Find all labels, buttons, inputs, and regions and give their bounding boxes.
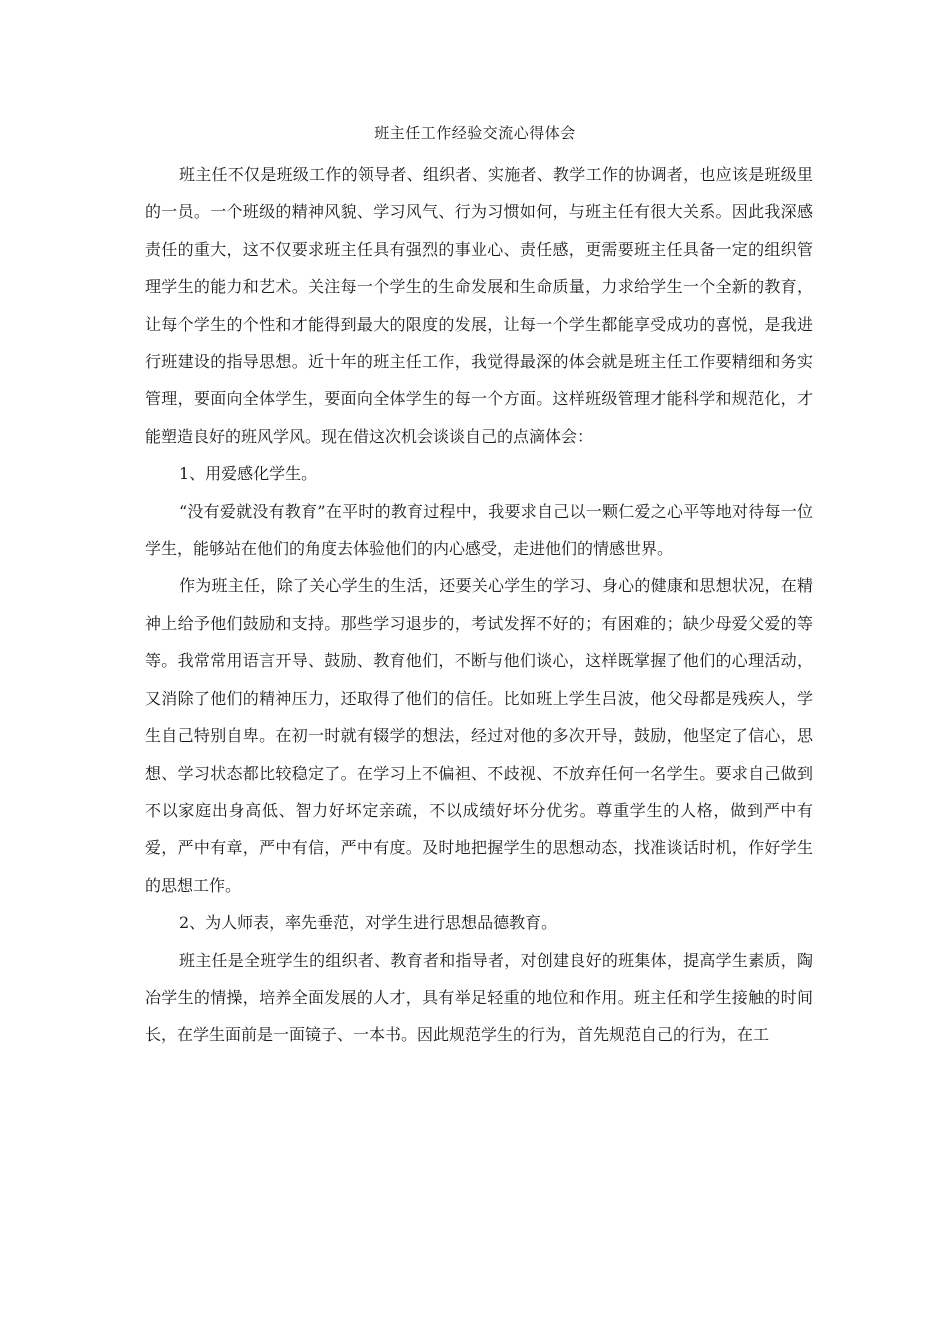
paragraph-love-quote: “没有爱就没有教育”在平时的教育过程中，我要求自己以一颗仁爱之心平等地对待每一位学生，能够站在他们的角度去体验他们的内心感受，走进他们的情感世界。 bbox=[145, 501, 813, 559]
section-heading-1: 1、用爱感化学生。 bbox=[179, 464, 318, 484]
paragraph-care-students: 作为班主任，除了关心学生的生活，还要关心学生的学习、身心的健康和思想状况，在精神上给予他们鼓励和支持。那些学习退步的，考试发挥不好的；有困难的；缺少母爱父爱的等等。我常常用语言开导、鼓励、教育他们，不断与他们谈心，这样既掌握了他们的心理活动，又消除了他们的精神压力，还取得了他们的信任。比如班上学生吕波，他父母都是残疾人，学生自己特别自卑。在初一时就有辍学的想法，经过对他的多次开导，鼓励，他坚定了信心，思想、学习状态都比较稳定了。在学习上不偏袒、不歧视、不放弃任何一名学生。要求自己做到不以家庭出身高低、智力好坏定亲疏，不以成绩好坏分优劣。尊重学生的人格，做到严中有爱，严中有章，严中有信，严中有度。及时地把握学生的思想动态，找准谈话时机，作好学生的思想工作。 bbox=[145, 576, 813, 895]
document-body bbox=[145, 156, 813, 1054]
paragraph-intro: 班主任不仅是班级工作的领导者、组织者、实施者、教学工作的协调者，也应该是班级里的一员。一个班级的精神风貌、学习风气、行为习惯如何，与班主任有很大关系。因此我深感责任的重大，这不仅要求班主任具有强烈的事业心、责任感，更需要班主任具备一定的组织管理学生的能力和艺术。关注每一个学生的生命发展和生命质量，力求给学生一个全新的教育，让每个学生的个性和才能得到最大的限度的发展，让每一个学生都能享受成功的喜悦，是我进行班建设的指导思想。近十年的班主任工作，我觉得最深的体会就是班主任工作要精细和务实管理，要面向全体学生，要面向全体学生的每一个方面。这样班级管理才能科学和规范化，才能塑造良好的班风学风。现在借这次机会谈谈自己的点滴体会： bbox=[145, 165, 813, 446]
section-heading-2: 2、为人师表，率先垂范，对学生进行思想品德教育。 bbox=[179, 913, 558, 933]
paragraph-role-model: 班主任是全班学生的组织者、教育者和指导者，对创建良好的班集体，提高学生素质，陶冶学生的情操，培养全面发展的人才，具有举足轻重的地位和作用。班主任和学生接触的时间长，在学生面前是一面镜子、一本书。因此规范学生的行为，首先规范自己的行为，在工 bbox=[145, 950, 813, 1045]
document-title: 班主任工作经验交流心得体会 bbox=[374, 124, 576, 142]
